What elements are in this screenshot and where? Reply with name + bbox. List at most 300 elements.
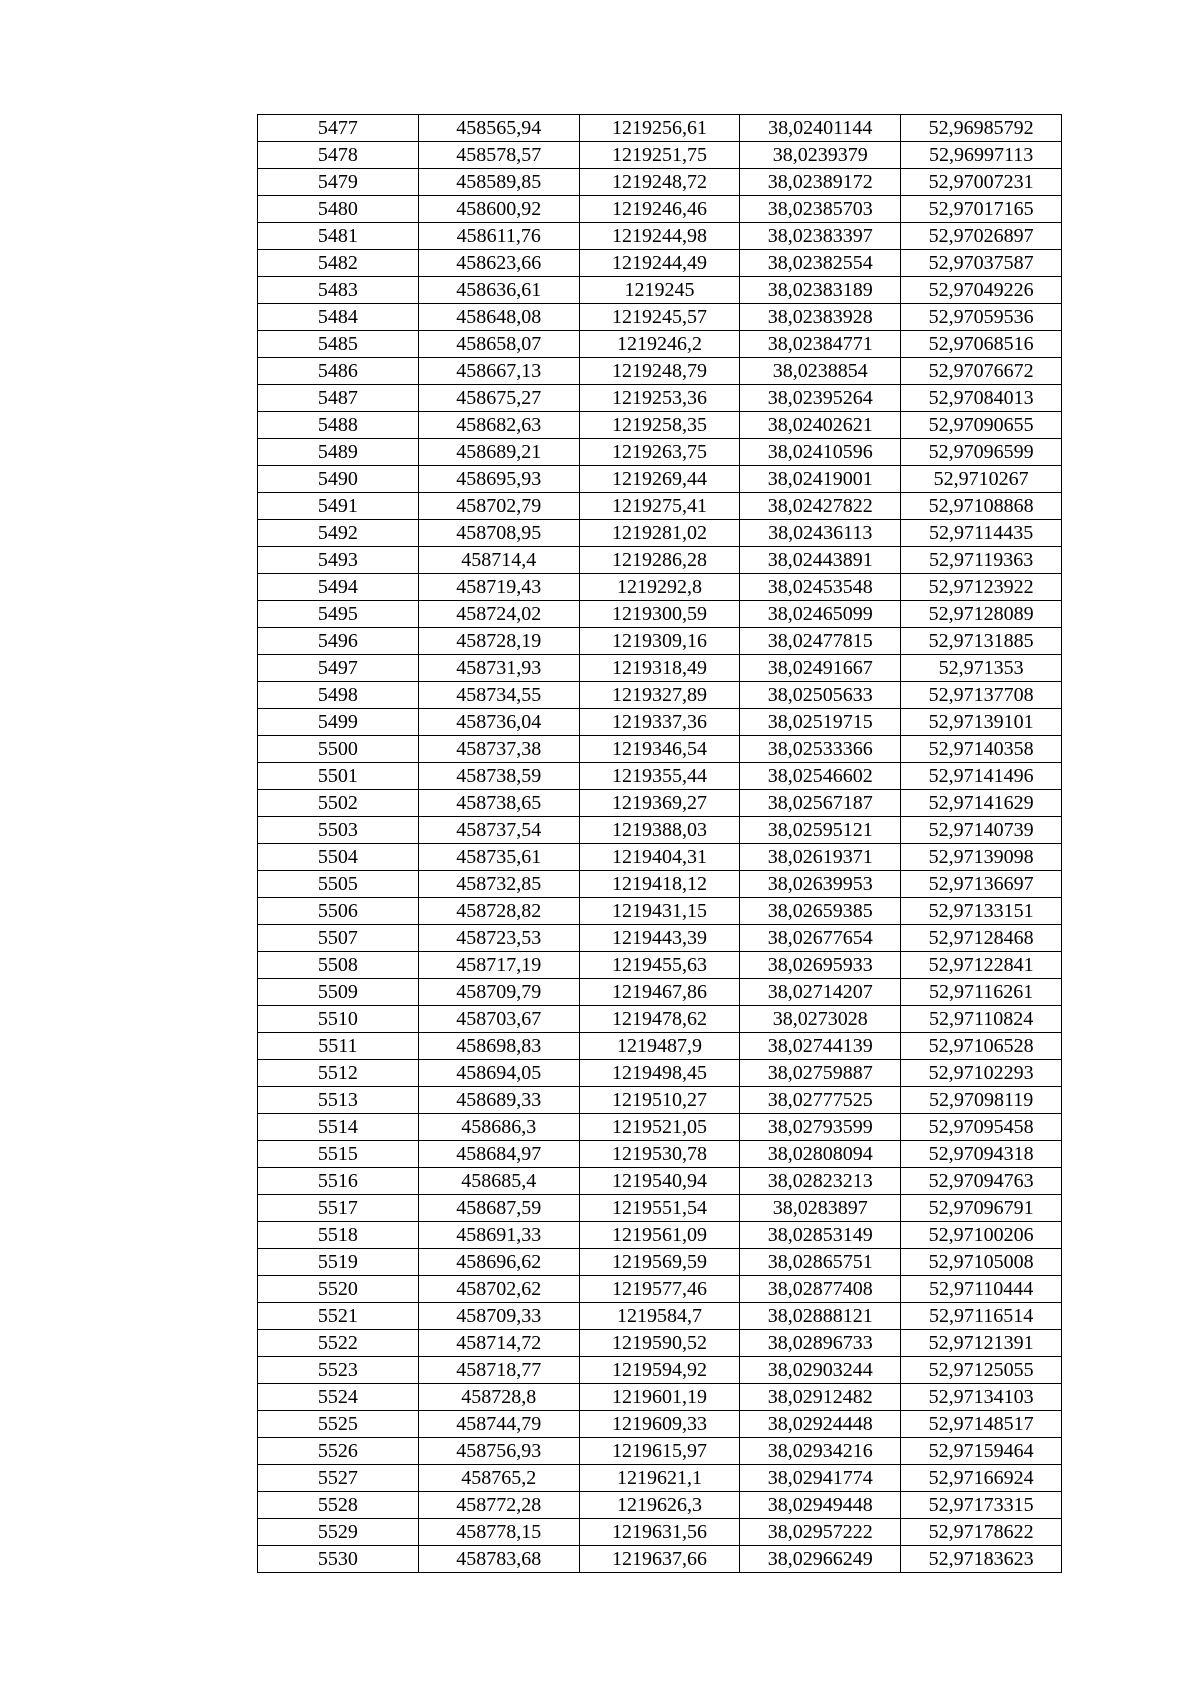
point-number-cell: 5486 <box>258 358 419 385</box>
x-coordinate-cell: 458714,72 <box>418 1330 579 1357</box>
x-coordinate-cell: 458611,76 <box>418 223 579 250</box>
y-coordinate-cell: 1219443,39 <box>579 925 740 952</box>
table-row <box>258 466 1062 493</box>
point-number-cell: 5478 <box>258 142 419 169</box>
longitude-cell: 38,02465099 <box>740 601 901 628</box>
point-number-cell: 5504 <box>258 844 419 871</box>
x-coordinate-cell: 458738,59 <box>418 763 579 790</box>
longitude-cell: 38,02659385 <box>740 898 901 925</box>
x-coordinate-cell: 458714,4 <box>418 547 579 574</box>
longitude-cell: 38,02759887 <box>740 1060 901 1087</box>
y-coordinate-cell: 1219337,36 <box>579 709 740 736</box>
longitude-cell: 38,02410596 <box>740 439 901 466</box>
latitude-cell: 52,97094318 <box>901 1141 1062 1168</box>
latitude-cell: 52,97128089 <box>901 601 1062 628</box>
table-row <box>258 601 1062 628</box>
table-row <box>258 1087 1062 1114</box>
point-number-cell: 5519 <box>258 1249 419 1276</box>
longitude-cell: 38,02546602 <box>740 763 901 790</box>
point-number-cell: 5481 <box>258 223 419 250</box>
table-row <box>258 304 1062 331</box>
latitude-cell: 52,97095458 <box>901 1114 1062 1141</box>
x-coordinate-cell: 458728,82 <box>418 898 579 925</box>
longitude-cell: 38,02777525 <box>740 1087 901 1114</box>
longitude-cell: 38,02491667 <box>740 655 901 682</box>
longitude-cell: 38,02957222 <box>740 1519 901 1546</box>
longitude-cell: 38,02443891 <box>740 547 901 574</box>
y-coordinate-cell: 1219275,41 <box>579 493 740 520</box>
longitude-cell: 38,02383189 <box>740 277 901 304</box>
y-coordinate-cell: 1219487,9 <box>579 1033 740 1060</box>
table-row <box>258 142 1062 169</box>
y-coordinate-cell: 1219248,79 <box>579 358 740 385</box>
longitude-cell: 38,02744139 <box>740 1033 901 1060</box>
x-coordinate-cell: 458718,77 <box>418 1357 579 1384</box>
longitude-cell: 38,02619371 <box>740 844 901 871</box>
y-coordinate-cell: 1219369,27 <box>579 790 740 817</box>
y-coordinate-cell: 1219631,56 <box>579 1519 740 1546</box>
point-number-cell: 5493 <box>258 547 419 574</box>
x-coordinate-cell: 458717,19 <box>418 952 579 979</box>
y-coordinate-cell: 1219498,45 <box>579 1060 740 1087</box>
longitude-cell: 38,02865751 <box>740 1249 901 1276</box>
latitude-cell: 52,97007231 <box>901 169 1062 196</box>
longitude-cell: 38,02477815 <box>740 628 901 655</box>
point-number-cell: 5502 <box>258 790 419 817</box>
point-number-cell: 5530 <box>258 1546 419 1573</box>
latitude-cell: 52,97139101 <box>901 709 1062 736</box>
latitude-cell: 52,97119363 <box>901 547 1062 574</box>
point-number-cell: 5485 <box>258 331 419 358</box>
point-number-cell: 5495 <box>258 601 419 628</box>
latitude-cell: 52,97125055 <box>901 1357 1062 1384</box>
x-coordinate-cell: 458735,61 <box>418 844 579 871</box>
point-number-cell: 5482 <box>258 250 419 277</box>
longitude-cell: 38,02714207 <box>740 979 901 1006</box>
y-coordinate-cell: 1219621,1 <box>579 1465 740 1492</box>
y-coordinate-cell: 1219346,54 <box>579 736 740 763</box>
latitude-cell: 52,97122841 <box>901 952 1062 979</box>
longitude-cell: 38,02639953 <box>740 871 901 898</box>
latitude-cell: 52,97141629 <box>901 790 1062 817</box>
point-number-cell: 5480 <box>258 196 419 223</box>
table-row <box>258 1411 1062 1438</box>
table-row <box>258 1492 1062 1519</box>
y-coordinate-cell: 1219269,44 <box>579 466 740 493</box>
latitude-cell: 52,97140739 <box>901 817 1062 844</box>
longitude-cell: 38,02896733 <box>740 1330 901 1357</box>
longitude-cell: 38,02941774 <box>740 1465 901 1492</box>
y-coordinate-cell: 1219286,28 <box>579 547 740 574</box>
point-number-cell: 5483 <box>258 277 419 304</box>
table-row <box>258 898 1062 925</box>
latitude-cell: 52,97116514 <box>901 1303 1062 1330</box>
table-row <box>258 1357 1062 1384</box>
latitude-cell: 52,97178622 <box>901 1519 1062 1546</box>
longitude-cell: 38,02888121 <box>740 1303 901 1330</box>
longitude-cell: 38,02419001 <box>740 466 901 493</box>
longitude-cell: 38,02533366 <box>740 736 901 763</box>
latitude-cell: 52,97110444 <box>901 1276 1062 1303</box>
y-coordinate-cell: 1219551,54 <box>579 1195 740 1222</box>
latitude-cell: 52,97098119 <box>901 1087 1062 1114</box>
x-coordinate-cell: 458695,93 <box>418 466 579 493</box>
table-row <box>258 952 1062 979</box>
table-row <box>258 1546 1062 1573</box>
longitude-cell: 38,02383397 <box>740 223 901 250</box>
longitude-cell: 38,02808094 <box>740 1141 901 1168</box>
y-coordinate-cell: 1219418,12 <box>579 871 740 898</box>
latitude-cell: 52,97114435 <box>901 520 1062 547</box>
x-coordinate-cell: 458732,85 <box>418 871 579 898</box>
point-number-cell: 5514 <box>258 1114 419 1141</box>
y-coordinate-cell: 1219561,09 <box>579 1222 740 1249</box>
x-coordinate-cell: 458737,54 <box>418 817 579 844</box>
point-number-cell: 5488 <box>258 412 419 439</box>
table-row <box>258 358 1062 385</box>
longitude-cell: 38,02453548 <box>740 574 901 601</box>
y-coordinate-cell: 1219246,46 <box>579 196 740 223</box>
table-row <box>258 1438 1062 1465</box>
point-number-cell: 5529 <box>258 1519 419 1546</box>
point-number-cell: 5497 <box>258 655 419 682</box>
x-coordinate-cell: 458636,61 <box>418 277 579 304</box>
point-number-cell: 5477 <box>258 115 419 142</box>
longitude-cell: 38,02912482 <box>740 1384 901 1411</box>
longitude-cell: 38,02395264 <box>740 385 901 412</box>
x-coordinate-cell: 458731,93 <box>418 655 579 682</box>
table-row <box>258 1114 1062 1141</box>
point-number-cell: 5479 <box>258 169 419 196</box>
y-coordinate-cell: 1219281,02 <box>579 520 740 547</box>
x-coordinate-cell: 458684,97 <box>418 1141 579 1168</box>
x-coordinate-cell: 458623,66 <box>418 250 579 277</box>
longitude-cell: 38,02966249 <box>740 1546 901 1573</box>
y-coordinate-cell: 1219318,49 <box>579 655 740 682</box>
latitude-cell: 52,97076672 <box>901 358 1062 385</box>
latitude-cell: 52,97166924 <box>901 1465 1062 1492</box>
table-row <box>258 1384 1062 1411</box>
latitude-cell: 52,97128468 <box>901 925 1062 952</box>
y-coordinate-cell: 1219309,16 <box>579 628 740 655</box>
y-coordinate-cell: 1219615,97 <box>579 1438 740 1465</box>
y-coordinate-cell: 1219431,15 <box>579 898 740 925</box>
table-row <box>258 115 1062 142</box>
point-number-cell: 5525 <box>258 1411 419 1438</box>
latitude-cell: 52,97137708 <box>901 682 1062 709</box>
point-number-cell: 5524 <box>258 1384 419 1411</box>
point-number-cell: 5527 <box>258 1465 419 1492</box>
latitude-cell: 52,97090655 <box>901 412 1062 439</box>
x-coordinate-cell: 458685,4 <box>418 1168 579 1195</box>
x-coordinate-cell: 458709,33 <box>418 1303 579 1330</box>
x-coordinate-cell: 458689,21 <box>418 439 579 466</box>
point-number-cell: 5487 <box>258 385 419 412</box>
table-row <box>258 1033 1062 1060</box>
y-coordinate-cell: 1219478,62 <box>579 1006 740 1033</box>
latitude-cell: 52,97100206 <box>901 1222 1062 1249</box>
point-number-cell: 5500 <box>258 736 419 763</box>
point-number-cell: 5512 <box>258 1060 419 1087</box>
table-row <box>258 547 1062 574</box>
point-number-cell: 5491 <box>258 493 419 520</box>
table-row <box>258 709 1062 736</box>
point-number-cell: 5499 <box>258 709 419 736</box>
y-coordinate-cell: 1219594,92 <box>579 1357 740 1384</box>
latitude-cell: 52,97026897 <box>901 223 1062 250</box>
table-row <box>258 790 1062 817</box>
coordinates-table <box>257 114 1062 1573</box>
latitude-cell: 52,97131885 <box>901 628 1062 655</box>
y-coordinate-cell: 1219244,98 <box>579 223 740 250</box>
x-coordinate-cell: 458682,63 <box>418 412 579 439</box>
point-number-cell: 5484 <box>258 304 419 331</box>
table-row <box>258 277 1062 304</box>
longitude-cell: 38,02823213 <box>740 1168 901 1195</box>
x-coordinate-cell: 458708,95 <box>418 520 579 547</box>
table-row <box>258 1168 1062 1195</box>
y-coordinate-cell: 1219626,3 <box>579 1492 740 1519</box>
table-row <box>258 1006 1062 1033</box>
table-row <box>258 871 1062 898</box>
y-coordinate-cell: 1219246,2 <box>579 331 740 358</box>
latitude-cell: 52,97102293 <box>901 1060 1062 1087</box>
table-row <box>258 520 1062 547</box>
longitude-cell: 38,02924448 <box>740 1411 901 1438</box>
latitude-cell: 52,97148517 <box>901 1411 1062 1438</box>
y-coordinate-cell: 1219263,75 <box>579 439 740 466</box>
table-row <box>258 844 1062 871</box>
latitude-cell: 52,97017165 <box>901 196 1062 223</box>
x-coordinate-cell: 458772,28 <box>418 1492 579 1519</box>
x-coordinate-cell: 458600,92 <box>418 196 579 223</box>
latitude-cell: 52,97108868 <box>901 493 1062 520</box>
latitude-cell: 52,96985792 <box>901 115 1062 142</box>
x-coordinate-cell: 458744,79 <box>418 1411 579 1438</box>
latitude-cell: 52,97110824 <box>901 1006 1062 1033</box>
x-coordinate-cell: 458578,57 <box>418 142 579 169</box>
table-row <box>258 223 1062 250</box>
x-coordinate-cell: 458765,2 <box>418 1465 579 1492</box>
x-coordinate-cell: 458589,85 <box>418 169 579 196</box>
table-row <box>258 169 1062 196</box>
y-coordinate-cell: 1219584,7 <box>579 1303 740 1330</box>
latitude-cell: 52,97121391 <box>901 1330 1062 1357</box>
latitude-cell: 52,97105008 <box>901 1249 1062 1276</box>
longitude-cell: 38,02383928 <box>740 304 901 331</box>
longitude-cell: 38,02402621 <box>740 412 901 439</box>
table-row <box>258 682 1062 709</box>
point-number-cell: 5528 <box>258 1492 419 1519</box>
point-number-cell: 5503 <box>258 817 419 844</box>
table-row <box>258 412 1062 439</box>
table-row <box>258 763 1062 790</box>
y-coordinate-cell: 1219609,33 <box>579 1411 740 1438</box>
y-coordinate-cell: 1219300,59 <box>579 601 740 628</box>
x-coordinate-cell: 458723,53 <box>418 925 579 952</box>
point-number-cell: 5509 <box>258 979 419 1006</box>
latitude-cell: 52,97106528 <box>901 1033 1062 1060</box>
point-number-cell: 5492 <box>258 520 419 547</box>
point-number-cell: 5522 <box>258 1330 419 1357</box>
x-coordinate-cell: 458565,94 <box>418 115 579 142</box>
x-coordinate-cell: 458694,05 <box>418 1060 579 1087</box>
x-coordinate-cell: 458675,27 <box>418 385 579 412</box>
latitude-cell: 52,97084013 <box>901 385 1062 412</box>
latitude-cell: 52,97123922 <box>901 574 1062 601</box>
y-coordinate-cell: 1219577,46 <box>579 1276 740 1303</box>
x-coordinate-cell: 458667,13 <box>418 358 579 385</box>
table-row <box>258 385 1062 412</box>
latitude-cell: 52,97094763 <box>901 1168 1062 1195</box>
table-row <box>258 439 1062 466</box>
x-coordinate-cell: 458737,38 <box>418 736 579 763</box>
longitude-cell: 38,02567187 <box>740 790 901 817</box>
table-row <box>258 1141 1062 1168</box>
x-coordinate-cell: 458703,67 <box>418 1006 579 1033</box>
latitude-cell: 52,97141496 <box>901 763 1062 790</box>
longitude-cell: 38,02505633 <box>740 682 901 709</box>
point-number-cell: 5505 <box>258 871 419 898</box>
table-row <box>258 736 1062 763</box>
longitude-cell: 38,02382554 <box>740 250 901 277</box>
table-row <box>258 1249 1062 1276</box>
x-coordinate-cell: 458724,02 <box>418 601 579 628</box>
y-coordinate-cell: 1219590,52 <box>579 1330 740 1357</box>
point-number-cell: 5523 <box>258 1357 419 1384</box>
longitude-cell: 38,0283897 <box>740 1195 901 1222</box>
longitude-cell: 38,02903244 <box>740 1357 901 1384</box>
point-number-cell: 5516 <box>258 1168 419 1195</box>
table-row <box>258 1330 1062 1357</box>
y-coordinate-cell: 1219510,27 <box>579 1087 740 1114</box>
table-row <box>258 1465 1062 1492</box>
latitude-cell: 52,97159464 <box>901 1438 1062 1465</box>
longitude-cell: 38,02677654 <box>740 925 901 952</box>
longitude-cell: 38,02695933 <box>740 952 901 979</box>
x-coordinate-cell: 458728,19 <box>418 628 579 655</box>
longitude-cell: 38,02519715 <box>740 709 901 736</box>
table-row <box>258 196 1062 223</box>
table-row <box>258 1303 1062 1330</box>
longitude-cell: 38,02949448 <box>740 1492 901 1519</box>
point-number-cell: 5498 <box>258 682 419 709</box>
y-coordinate-cell: 1219253,36 <box>579 385 740 412</box>
y-coordinate-cell: 1219244,49 <box>579 250 740 277</box>
table-row <box>258 574 1062 601</box>
x-coordinate-cell: 458687,59 <box>418 1195 579 1222</box>
x-coordinate-cell: 458689,33 <box>418 1087 579 1114</box>
coordinates-table-body <box>258 115 1062 1573</box>
y-coordinate-cell: 1219292,8 <box>579 574 740 601</box>
point-number-cell: 5517 <box>258 1195 419 1222</box>
table-row <box>258 1195 1062 1222</box>
y-coordinate-cell: 1219404,31 <box>579 844 740 871</box>
longitude-cell: 38,02389172 <box>740 169 901 196</box>
longitude-cell: 38,02934216 <box>740 1438 901 1465</box>
table-row <box>258 655 1062 682</box>
point-number-cell: 5510 <box>258 1006 419 1033</box>
point-number-cell: 5521 <box>258 1303 419 1330</box>
x-coordinate-cell: 458702,62 <box>418 1276 579 1303</box>
x-coordinate-cell: 458648,08 <box>418 304 579 331</box>
table-row <box>258 1222 1062 1249</box>
point-number-cell: 5520 <box>258 1276 419 1303</box>
longitude-cell: 38,02401144 <box>740 115 901 142</box>
latitude-cell: 52,97139098 <box>901 844 1062 871</box>
x-coordinate-cell: 458783,68 <box>418 1546 579 1573</box>
point-number-cell: 5508 <box>258 952 419 979</box>
latitude-cell: 52,97116261 <box>901 979 1062 1006</box>
longitude-cell: 38,02427822 <box>740 493 901 520</box>
y-coordinate-cell: 1219245 <box>579 277 740 304</box>
longitude-cell: 38,02436113 <box>740 520 901 547</box>
latitude-cell: 52,97037587 <box>901 250 1062 277</box>
table-row <box>258 493 1062 520</box>
y-coordinate-cell: 1219327,89 <box>579 682 740 709</box>
point-number-cell: 5507 <box>258 925 419 952</box>
longitude-cell: 38,0238854 <box>740 358 901 385</box>
latitude-cell: 52,971353 <box>901 655 1062 682</box>
latitude-cell: 52,97096791 <box>901 1195 1062 1222</box>
x-coordinate-cell: 458696,62 <box>418 1249 579 1276</box>
table-row <box>258 1060 1062 1087</box>
x-coordinate-cell: 458709,79 <box>418 979 579 1006</box>
y-coordinate-cell: 1219530,78 <box>579 1141 740 1168</box>
point-number-cell: 5496 <box>258 628 419 655</box>
y-coordinate-cell: 1219388,03 <box>579 817 740 844</box>
y-coordinate-cell: 1219569,59 <box>579 1249 740 1276</box>
latitude-cell: 52,97096599 <box>901 439 1062 466</box>
y-coordinate-cell: 1219467,86 <box>579 979 740 1006</box>
x-coordinate-cell: 458702,79 <box>418 493 579 520</box>
latitude-cell: 52,97068516 <box>901 331 1062 358</box>
point-number-cell: 5526 <box>258 1438 419 1465</box>
latitude-cell: 52,97183623 <box>901 1546 1062 1573</box>
x-coordinate-cell: 458658,07 <box>418 331 579 358</box>
x-coordinate-cell: 458778,15 <box>418 1519 579 1546</box>
x-coordinate-cell: 458738,65 <box>418 790 579 817</box>
point-number-cell: 5490 <box>258 466 419 493</box>
x-coordinate-cell: 458719,43 <box>418 574 579 601</box>
longitude-cell: 38,02595121 <box>740 817 901 844</box>
table-row <box>258 979 1062 1006</box>
y-coordinate-cell: 1219251,75 <box>579 142 740 169</box>
longitude-cell: 38,02385703 <box>740 196 901 223</box>
point-number-cell: 5506 <box>258 898 419 925</box>
latitude-cell: 52,97140358 <box>901 736 1062 763</box>
latitude-cell: 52,97133151 <box>901 898 1062 925</box>
y-coordinate-cell: 1219258,35 <box>579 412 740 439</box>
y-coordinate-cell: 1219521,05 <box>579 1114 740 1141</box>
latitude-cell: 52,9710267 <box>901 466 1062 493</box>
latitude-cell: 52,97173315 <box>901 1492 1062 1519</box>
table-row <box>258 817 1062 844</box>
longitude-cell: 38,0239379 <box>740 142 901 169</box>
x-coordinate-cell: 458686,3 <box>418 1114 579 1141</box>
table-row <box>258 250 1062 277</box>
latitude-cell: 52,97059536 <box>901 304 1062 331</box>
table-row <box>258 1519 1062 1546</box>
y-coordinate-cell: 1219256,61 <box>579 115 740 142</box>
y-coordinate-cell: 1219601,19 <box>579 1384 740 1411</box>
latitude-cell: 52,96997113 <box>901 142 1062 169</box>
y-coordinate-cell: 1219540,94 <box>579 1168 740 1195</box>
table-row <box>258 925 1062 952</box>
table-row <box>258 628 1062 655</box>
longitude-cell: 38,02793599 <box>740 1114 901 1141</box>
point-number-cell: 5489 <box>258 439 419 466</box>
